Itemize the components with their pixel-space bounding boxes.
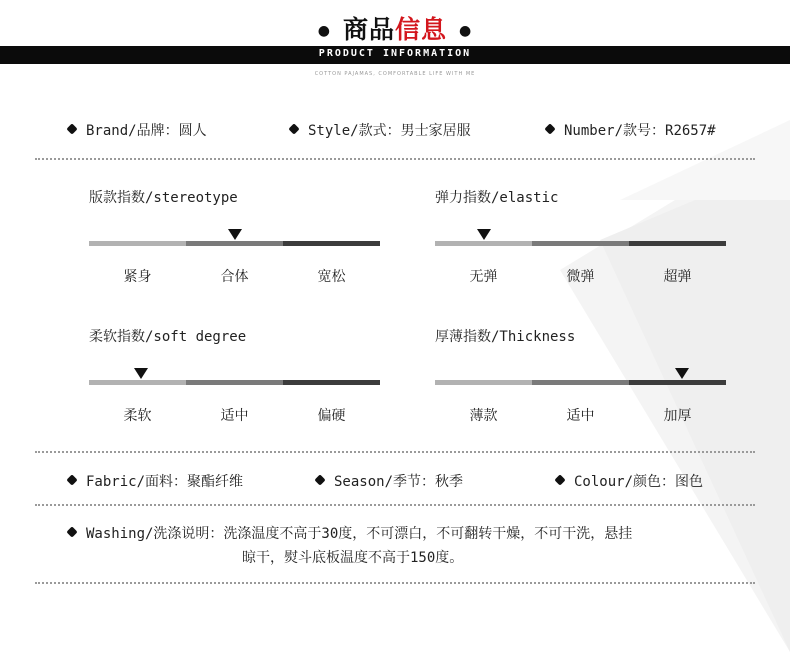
divider xyxy=(35,504,755,506)
style-info xyxy=(290,120,471,140)
bullet-icon xyxy=(66,526,77,537)
fabric-label: Fabric/面料： xyxy=(86,474,188,490)
page-title xyxy=(0,10,790,46)
washing-text-line2: 晾干，熨斗底板温度不高于150度。 xyxy=(242,550,464,566)
scale-label: 合体 xyxy=(220,269,249,285)
scale-label: 微弹 xyxy=(566,269,595,285)
brand-value: 圆人 xyxy=(178,123,207,139)
style-label: Style/款式： xyxy=(308,123,401,139)
number-value: R2657# xyxy=(665,123,716,139)
washing-instructions xyxy=(68,522,748,570)
scale-label: 加厚 xyxy=(663,408,692,424)
scale-label: 无弹 xyxy=(469,269,498,285)
thickness-marker-icon xyxy=(675,368,689,379)
title-bullet-right-icon: ● xyxy=(459,23,473,39)
number-info xyxy=(546,120,716,140)
washing-text-line1: 洗涤温度不高于30度，不可漂白，不可翻转干燥，不可干洗，悬挂 xyxy=(223,526,633,542)
season-label: Season/季节： xyxy=(334,474,436,490)
divider xyxy=(35,451,755,453)
divider xyxy=(35,582,755,584)
washing-label: Washing/洗涤说明： xyxy=(86,526,224,542)
title-red-part: 信息 xyxy=(395,15,448,44)
thickness-scale-bar xyxy=(435,380,726,385)
bullet-icon xyxy=(554,474,565,485)
brand-label: Brand/品牌： xyxy=(86,123,179,139)
scale-label: 宽松 xyxy=(317,269,346,285)
stereotype-scale-title: 版款指数/stereotype xyxy=(89,190,238,206)
fabric-value: 聚酯纤维 xyxy=(187,474,244,490)
banner-subline: COTTON PAJAMAS, COMFORTABLE LIFE WITH ME xyxy=(314,71,476,77)
elastic-scale-title: 弹力指数/elastic xyxy=(435,190,559,206)
title-black-part: 商品 xyxy=(342,15,395,44)
scale-label: 紧身 xyxy=(123,269,152,285)
banner-text: PRODUCT INFORMATION xyxy=(318,48,472,59)
brand-info xyxy=(68,120,207,140)
title-bullet-left-icon: ● xyxy=(317,23,331,39)
bullet-icon xyxy=(544,123,555,134)
bullet-icon xyxy=(314,474,325,485)
product-information-banner xyxy=(0,46,790,64)
material-info-row xyxy=(0,471,790,495)
scale-label: 适中 xyxy=(566,408,595,424)
scale-label: 超弹 xyxy=(663,269,692,285)
soft-degree-scale-title: 柔软指数/soft degree xyxy=(89,329,247,345)
number-label: Number/款号： xyxy=(564,123,666,139)
bullet-icon xyxy=(66,123,77,134)
stereotype-scale-bar xyxy=(89,241,380,246)
soft-degree-scale-bar xyxy=(89,380,380,385)
scale-label: 适中 xyxy=(220,408,249,424)
soft-degree-marker-icon xyxy=(134,368,148,379)
basic-info-row xyxy=(0,120,790,144)
elastic-scale-bar xyxy=(435,241,726,246)
elastic-marker-icon xyxy=(477,229,491,240)
thickness-scale-title: 厚薄指数/Thickness xyxy=(435,329,576,345)
style-value: 男士家居服 xyxy=(400,123,471,139)
colour-info xyxy=(556,471,703,491)
scale-label: 柔软 xyxy=(123,408,152,424)
bullet-icon xyxy=(66,474,77,485)
scale-label: 偏硬 xyxy=(317,408,346,424)
bullet-icon xyxy=(288,123,299,134)
stereotype-marker-icon xyxy=(228,229,242,240)
season-value: 秋季 xyxy=(435,474,464,490)
divider xyxy=(35,158,755,160)
colour-label: Colour/颜色： xyxy=(574,474,676,490)
season-info xyxy=(316,471,463,491)
colour-value: 图色 xyxy=(675,474,704,490)
fabric-info xyxy=(68,471,243,491)
scale-label: 薄款 xyxy=(469,408,498,424)
